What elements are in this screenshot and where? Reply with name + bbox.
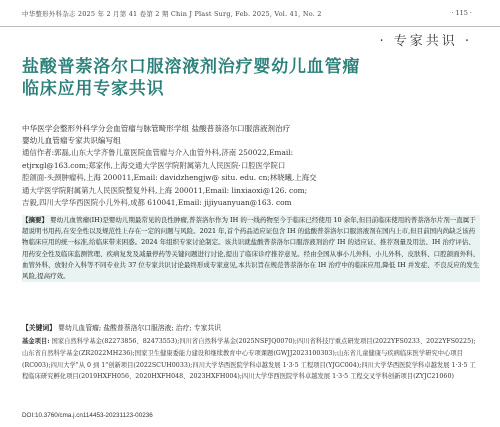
funding-text: 国家自然科学基金(82273856、82473553);四川省自然科学基金(2025NSFJQ0070);四川省科技厅重点研发项目(2022YFS0233、2022YFS0225);山东省自然科学基金(ZR2022MH236);国家卫生健康委能力建设和继续教育中心专项课题(GWJJ2023100303);山东省儿童健康与疾病临床医学研究中心项目(RC003);四川大学"从 0 到 1"创新项目(2022SCUH0033);四川大学华西医院学科卓越发展 1·3·5 工程项目(YJGC004);四川大学华西医院学科卓越发展 1·3·5 工程临床研究孵化项目(2019HXFH056、2020HXFH048、2023HXFH004);四川大学华西医院学科卓越发展 1·3·5 工程交叉学科创新项目(ZYJC21060) [22, 338, 476, 381]
correspondence-line: 吉毅,四川大学华西医院小儿外科,成都 610041,Email: jijiyuanyuan@163. com [22, 198, 292, 208]
keywords [22, 323, 480, 334]
funding [22, 336, 480, 383]
article-title [22, 56, 462, 100]
section-tag: · 专家共识 · [379, 34, 472, 49]
page-number: · 115 · [451, 9, 472, 17]
abstract [22, 215, 480, 282]
correspondence-line: 通大学医学院附属第九人民医院整复外科,上海 200011,Email: linxiaoxi@126. com; [22, 185, 308, 195]
article-title-line1: 盐酸普萘洛尔口服溶液剂治疗婴幼儿血管瘤 [22, 57, 361, 77]
authors [22, 123, 482, 147]
journal-citation: 中华整形外科杂志 2025 年 2 月第 41 卷第 2 期 Chin J Plast Surg, Feb. 2025, Vol. 41, No. 2 [22, 10, 322, 18]
running-header [0, 0, 500, 27]
article-title-line2: 临床应用专家共识 [22, 79, 165, 99]
keywords-label: 【关键词】 [22, 324, 56, 332]
abstract-text: 婴幼儿血管瘤(IH)是婴幼儿期最常见的良性肿瘤,普萘洛尔作为 IH 的一线药物至今于临床已经使用 10 余年,但目前临床使用的普萘洛尔片剂一直属于超说明书用药,在安全性以及规范性上存在一定的问题与风险。2021 年,首个药品适应证包含 IH 的盐酸普萘洛尔口服溶液剂在国内上市,但目前国内尚缺乏该药物临床应用的统一标准,给临床带来困惑。2024 年组织专家讨论制定。该共识就盐酸普萘洛尔口服溶液剂治疗 IH 的适应证、推荐剂量及用法、IH 治疗评估、用药安全性及临床监测管理、疾病复发及减量停药等关键问题进行讨论,提出了临床诊疗推荐意见。经由全国从事小儿外科、小儿外科、皮肤科、口腔颌面外科、血管外科、放射介入科等不同专业共 37 位专家共识讨论最终形成专家意见,本共识旨在规范普萘洛尔在 IH 治疗中的临床应用,降低 IH 并发症、不良反应的发生风险,提高疗效。 [22, 216, 480, 281]
correspondence-line: 腔颌面-头颈肿瘤科,上海 200011,Email: davidzhengjw@ situ. edu. cn;林晓曦,上海交 [22, 173, 317, 183]
abstract-label: 【摘要】 [22, 216, 48, 224]
correspondence [22, 147, 482, 210]
correspondence-line: 通信作者:郭磊,山东大学齐鲁儿童医院血管瘤与介入血管外科,济南 250022,Email: [22, 148, 294, 157]
doi[interactable]: DOI:10.3760/cma.j.cn114453-20231123-00236 [22, 412, 153, 419]
correspondence-line: etjrxgl@163.com;郑家伟,上海交通大学医学院附属第九人民医院·口腔医学院口 [22, 160, 286, 170]
authors-line: 婴幼儿血管瘤专家共识编写组 [22, 136, 121, 145]
funding-label: 基金项目: [22, 338, 50, 345]
authors-line: 中华医学会整形外科学分会血管瘤与脉管畸形学组 盐酸普萘洛尔口服溶液剂治疗 [22, 124, 291, 133]
keywords-text: 婴幼儿血管瘤; 盐酸普萘洛尔口服溶液; 治疗; 专家共识 [58, 324, 222, 332]
